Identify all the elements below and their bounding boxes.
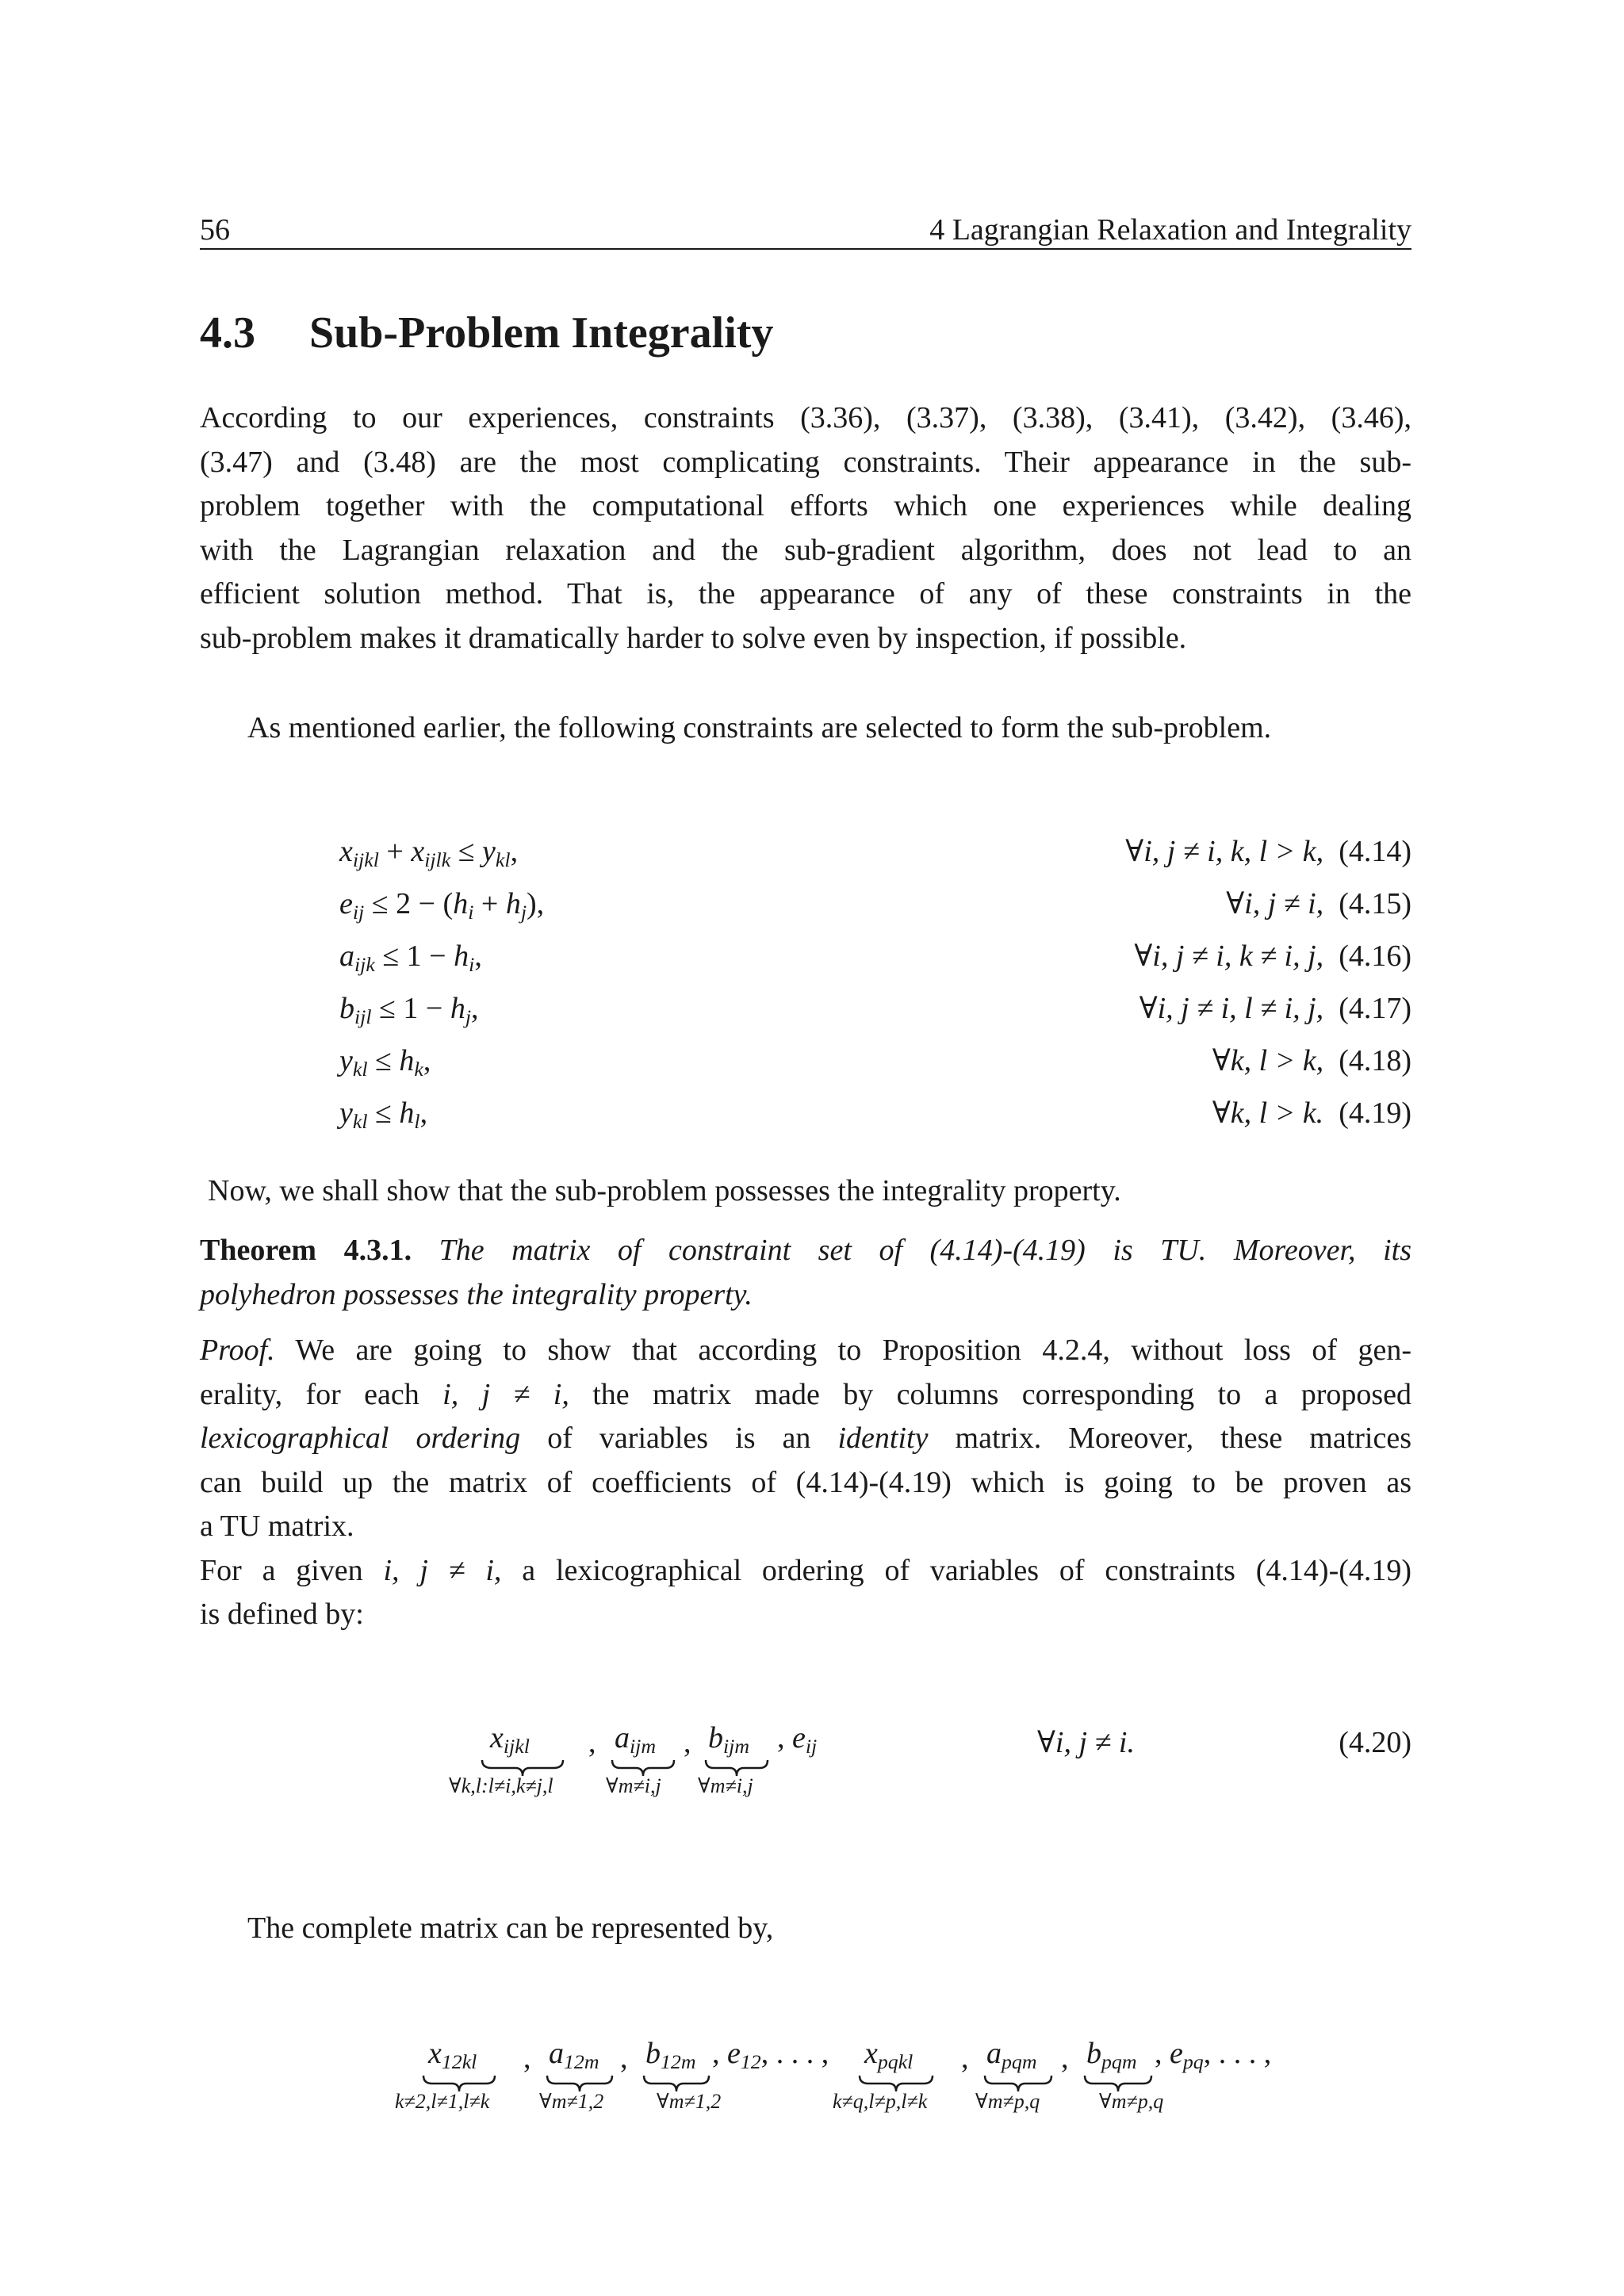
constraint-rhs: ∀i, j ≠ i, (4.15)	[1226, 887, 1411, 920]
proof-line: lexicographical ordering of variables is an identity matrix. Moreover, these matrices	[200, 1422, 1411, 1455]
term-a-12m: $a_{12m}$	[549, 2037, 599, 2074]
para1-line: According to our experiences, constraints (3.36), (3.37), (3.38), (3.41), (3.42), (3.46),	[200, 401, 1411, 434]
proof-line: can build up the matrix of coefficients of (4.14)-(4.19) which is going to be proven as	[200, 1465, 1411, 1499]
constraint-rhs: ∀k, l > k, (4.18)	[1212, 1044, 1411, 1077]
comma: ,	[1061, 2042, 1069, 2075]
theorem-text: The matrix of constraint set of (4.14)-(4.19) is TU. Moreover, its	[439, 1234, 1412, 1267]
term-e-pq: , $e_{pq}$, . . . ,	[1155, 2037, 1272, 2074]
comma: ,	[961, 2042, 969, 2075]
term-b-ijm: $b_{ijm}$	[708, 1721, 750, 1758]
constraint-lhs: $a_{ijk} \le 1 - h_i$,	[339, 939, 482, 977]
term-e-ij: , $e_{ij}$	[777, 1721, 818, 1758]
theorem-block	[200, 1229, 1411, 1317]
underbrace-label: ∀m≠1,2	[657, 2090, 722, 2113]
underbrace-label: ∀m≠p,q	[1099, 2090, 1164, 2113]
para1-line: efficient solution method. That is, the appearance of any of these constraints in the	[200, 577, 1411, 610]
equation-4-14	[339, 829, 1411, 874]
comma: ,	[523, 2042, 531, 2075]
comma: ,	[588, 1726, 596, 1759]
header-rule	[200, 248, 1411, 250]
section-heading	[200, 305, 773, 361]
page-number: 56	[200, 213, 230, 247]
section-number: 4.3	[200, 308, 255, 358]
constraint-lhs: $y_{kl} \le h_k$,	[339, 1044, 431, 1081]
para1-line: (3.47) and (3.48) are the most complicating constraints. Their appearance in the sub-	[200, 445, 1411, 479]
proof-line: For a given i, j ≠ i, a lexicographical ordering of variables of constraints (4.14)-(4.19)	[200, 1553, 1412, 1587]
paragraph-complete-matrix: The complete matrix can be represented by,	[247, 1911, 774, 1945]
theorem-text: polyhedron possesses the integrality property.	[200, 1277, 753, 1311]
underbrace-label: ∀m≠i,j	[698, 1774, 753, 1797]
proof-line: Proof. We are going to show that according to Proposition 4.2.4, without loss of gen-	[200, 1334, 1411, 1367]
comma: ,	[620, 2042, 628, 2075]
proof-line: a TU matrix.	[200, 1510, 354, 1543]
underbrace-label: k≠2,l≠1,l≠k	[395, 2090, 490, 2113]
term-e-12: , $e_{12}$, . . . ,	[712, 2037, 829, 2074]
constraint-lhs: $y_{kl} \le h_l$,	[339, 1096, 428, 1134]
underbrace-label: ∀m≠p,q	[975, 2090, 1040, 2113]
constraint-lhs: $x_{ijkl} + x_{ijlk} \le y_{kl}$,	[339, 835, 519, 872]
theorem-line	[200, 1273, 1411, 1318]
para1-line: with the Lagrangian relaxation and the sub-gradient algorithm, does not lead to an	[200, 533, 1411, 567]
term-x-pqkl: $x_{pqkl}$	[864, 2037, 914, 2074]
para1-line: problem together with the computational efforts which one experiences while dealing	[200, 489, 1411, 522]
section-title: Sub-Problem Integrality	[309, 308, 774, 358]
constraint-rhs: ∀i, j ≠ i, l ≠ i, j, (4.17)	[1139, 992, 1411, 1025]
underbrace-label: ∀k,l:l≠i,k≠j,l	[449, 1774, 553, 1797]
comma: ,	[684, 1726, 691, 1759]
term-x-ijkl: $x_{ijkl}$	[490, 1721, 530, 1758]
paragraph-selected: As mentioned earlier, the following constraints are selected to form the sub-problem.	[247, 711, 1272, 744]
proof-line: is defined by:	[200, 1598, 364, 1631]
theorem-line	[200, 1229, 1411, 1273]
paragraph-integrality: Now, we shall show that the sub-problem possesses the integrality property.	[208, 1174, 1121, 1207]
proof-label: Proof.	[200, 1334, 275, 1367]
term-a-ijm: $a_{ijm}$	[615, 1721, 657, 1758]
equation-4-18	[339, 1039, 1411, 1083]
constraint-rhs: ∀i, j ≠ i, k ≠ i, j, (4.16)	[1134, 939, 1411, 973]
proof-line: erality, for each i, j ≠ i, the matrix made by columns corresponding to a proposed	[200, 1377, 1412, 1411]
term-b-pqm: $b_{pqm}$	[1086, 2037, 1137, 2074]
underbrace-label: ∀m≠i,j	[606, 1774, 661, 1797]
constraint-lhs: $e_{ij} \le 2 - (h_i + h_j)$,	[339, 887, 545, 924]
underbrace-label: ∀m≠1,2	[539, 2090, 604, 2113]
constraint-lhs: $b_{ijl} \le 1 - h_j$,	[339, 992, 479, 1029]
para1-line: sub-problem makes it dramatically harder to solve even by inspection, if possible.	[200, 621, 1187, 655]
term-a-pqm: $a_{pqm}$	[986, 2037, 1037, 2074]
equation-4-15	[339, 882, 1411, 926]
paragraph-intro	[200, 396, 1411, 660]
proof-block	[200, 1329, 1411, 1637]
equation-4-16	[339, 934, 1411, 978]
term-b-12m: $b_{12m}$	[645, 2037, 696, 2074]
constraint-rhs: ∀i, j ≠ i, k, l > k, (4.14)	[1125, 835, 1411, 868]
running-title: 4 Lagrangian Relaxation and Integrality	[929, 213, 1411, 247]
term-x-12kl: $x_{12kl}$	[428, 2037, 477, 2074]
theorem-label: Theorem 4.3.1.	[200, 1234, 412, 1267]
constraint-rhs: ∀k, l > k. (4.19)	[1212, 1096, 1411, 1130]
equation-4-17	[339, 986, 1411, 1031]
underbrace-label: k≠q,l≠p,l≠k	[833, 2090, 928, 2113]
equation-4-19	[339, 1091, 1411, 1135]
equation-tag: (4.20)	[1339, 1726, 1411, 1759]
equation-quantifier: ∀i, j ≠ i.	[1037, 1726, 1135, 1759]
